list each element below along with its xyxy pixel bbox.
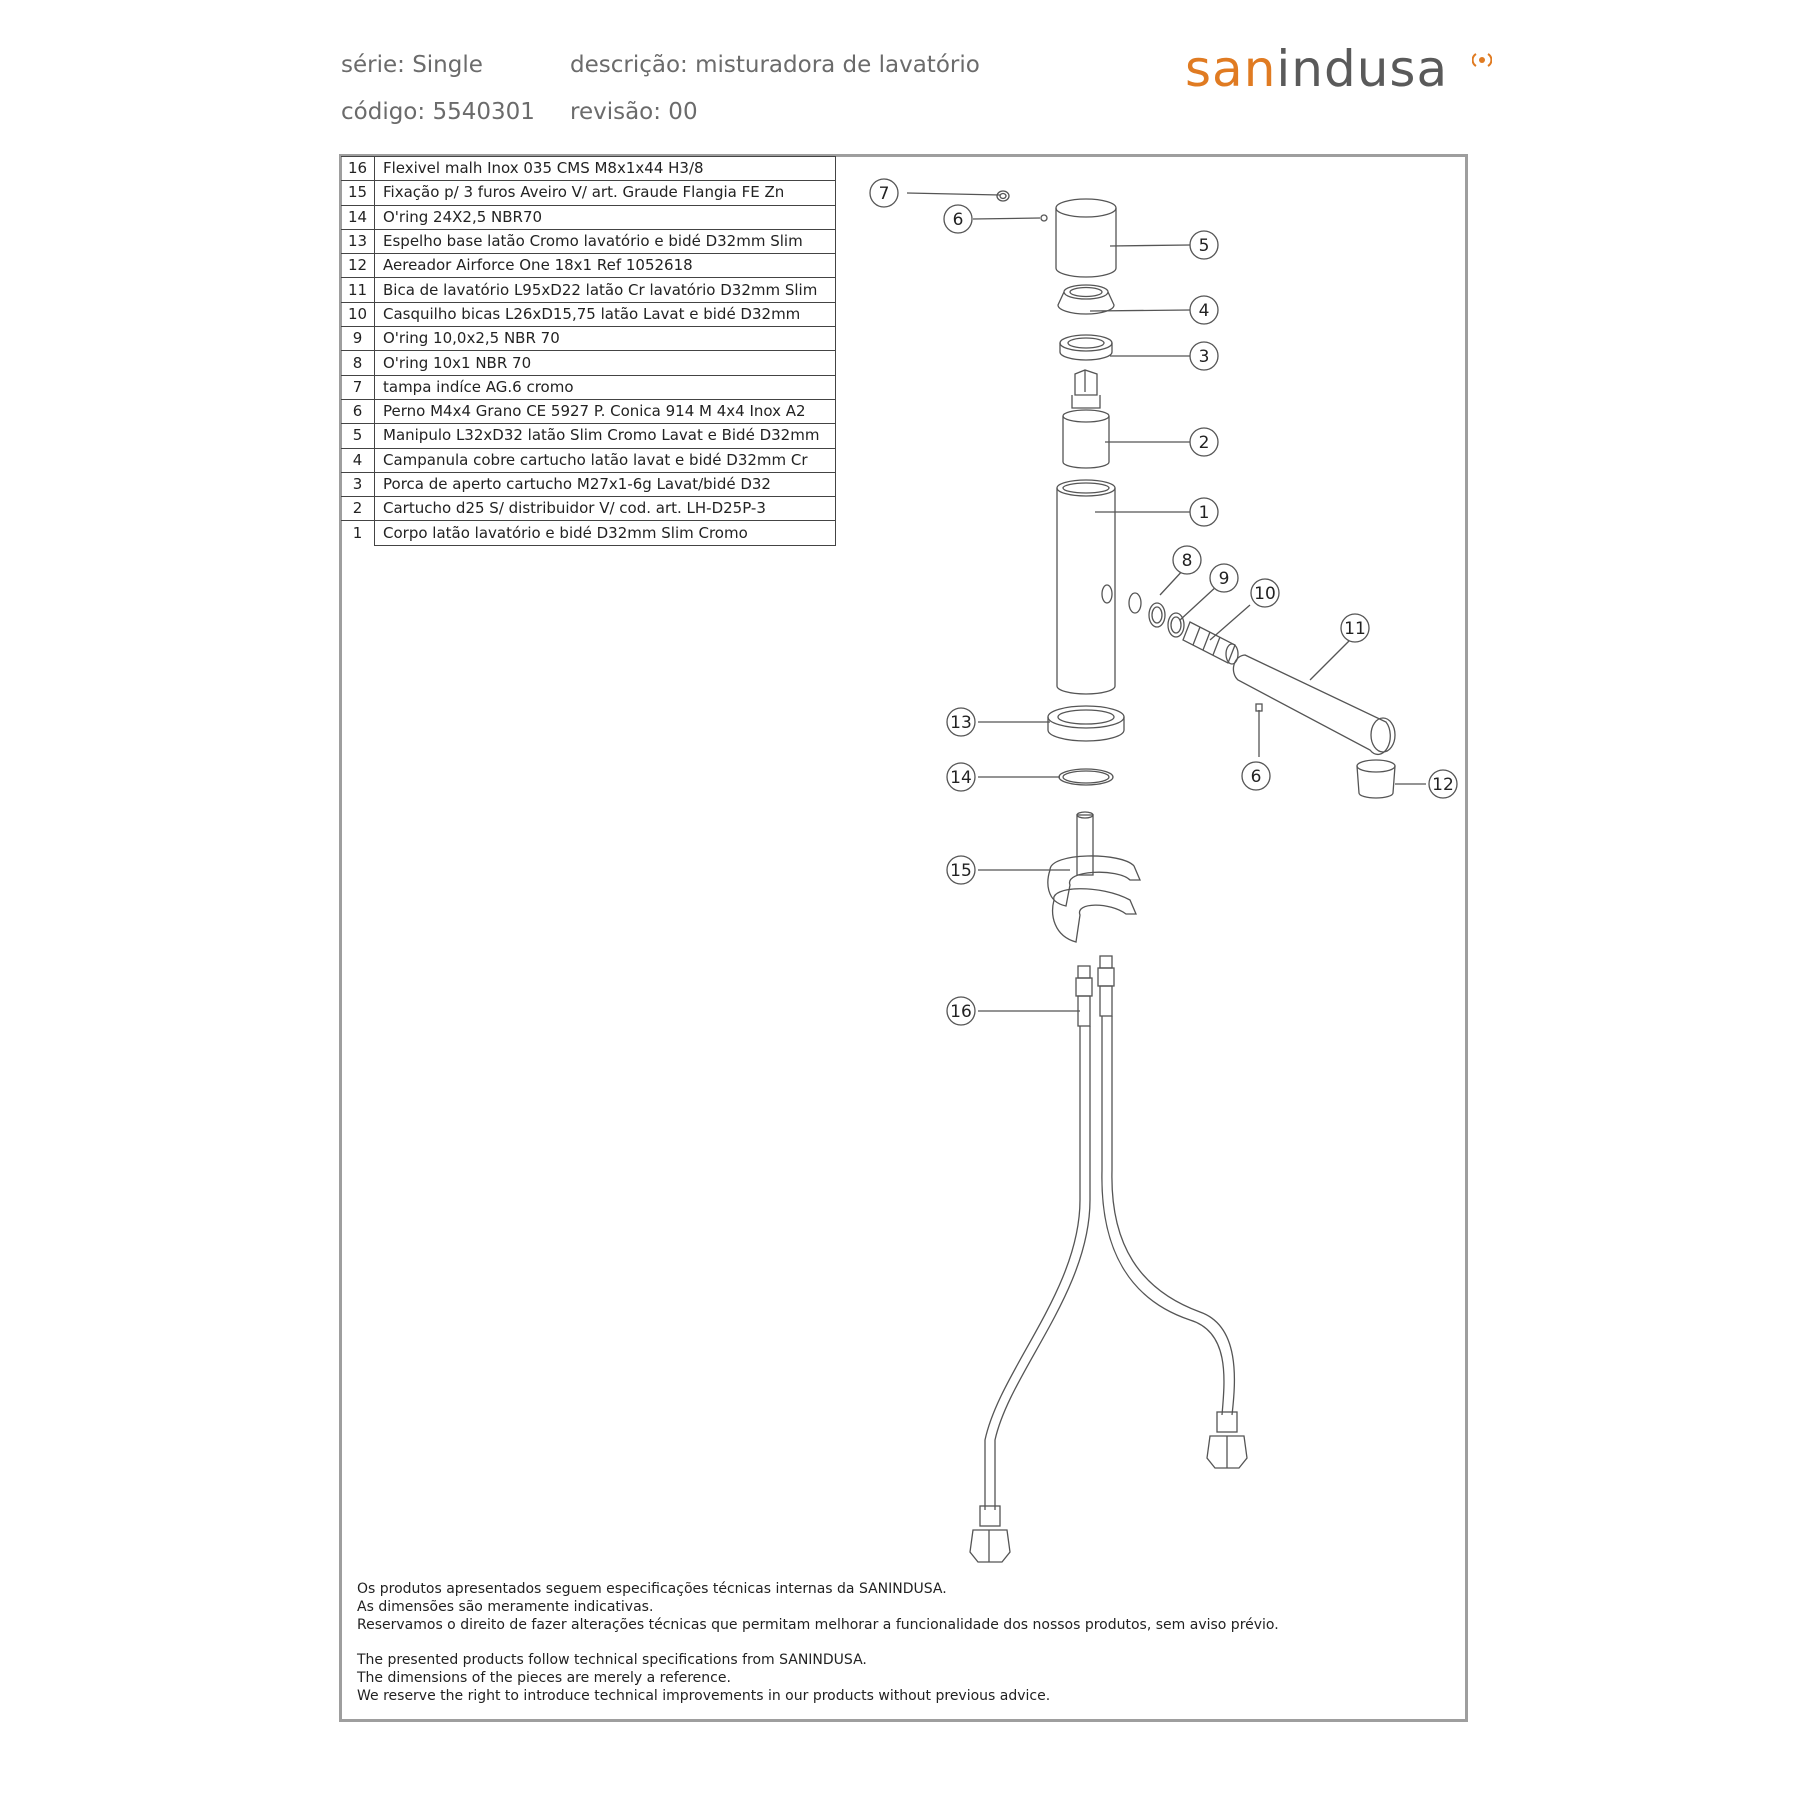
callout-1-label: 1 [1198, 503, 1210, 523]
callout-6-bottom-label: 6 [1250, 767, 1262, 787]
part-number: 6 [341, 399, 375, 423]
callout-2-label: 2 [1198, 433, 1210, 453]
part-description: Perno M4x4 Grano CE 5927 P. Conica 914 M 4x4 Inox A2 [375, 399, 836, 423]
part-number: 13 [341, 229, 375, 253]
part-description: Espelho base latão Cromo lavatório e bidé D32mm Slim [375, 229, 836, 253]
part-description: Cartucho d25 S/ distribuidor V/ cod. art. LH-D25P-3 [375, 497, 836, 521]
callout-4-label: 4 [1198, 301, 1210, 321]
part-description: tampa indíce AG.6 cromo [375, 375, 836, 399]
callout-12-label: 12 [1432, 775, 1454, 795]
callout-6-top-label: 6 [952, 210, 964, 230]
note-en-2: The dimensions of the pieces are merely a reference. [357, 1670, 731, 1686]
callout-10-label: 10 [1254, 584, 1276, 604]
part-description: Flexivel malh Inox 035 CMS M8x1x44 H3/8 [375, 157, 836, 181]
part-number: 15 [341, 181, 375, 205]
note-en-1: The presented products follow technical specifications from SANINDUSA. [357, 1652, 867, 1668]
part-description: O'ring 10,0x2,5 NBR 70 [375, 327, 836, 351]
part-number: 16 [341, 157, 375, 181]
part-number: 4 [341, 448, 375, 472]
part-number: 9 [341, 327, 375, 351]
part-description: Porca de aperto cartucho M27x1-6g Lavat/bidé D32 [375, 472, 836, 496]
part-number: 2 [341, 497, 375, 521]
callout-14-label: 14 [950, 768, 972, 788]
part-number: 3 [341, 472, 375, 496]
callout-7-label: 7 [878, 184, 890, 204]
revisao-label: revisão: 00 [570, 99, 698, 125]
part-number: 12 [341, 254, 375, 278]
part-description: Bica de lavatório L95xD22 latão Cr lavatório D32mm Slim [375, 278, 836, 302]
part-number: 1 [341, 521, 375, 545]
codigo-label: código: 5540301 [341, 99, 535, 125]
part-number: 14 [341, 205, 375, 229]
part-description: Manipulo L32xD32 latão Slim Cromo Lavat e Bidé D32mm [375, 424, 836, 448]
note-en-3: We reserve the right to introduce technical improvements in our products without previous advice. [357, 1688, 1051, 1704]
callout-8-label: 8 [1181, 551, 1193, 571]
part-description: Casquilho bicas L26xD15,75 latão Lavat e bidé D32mm [375, 302, 836, 326]
callout-3-label: 3 [1198, 347, 1210, 367]
callout-5-label: 5 [1198, 236, 1210, 256]
descricao-label: descrição: misturadora de lavatório [570, 52, 980, 78]
callout-9-label: 9 [1218, 569, 1230, 589]
part-number: 8 [341, 351, 375, 375]
part-description: O'ring 24X2,5 NBR70 [375, 205, 836, 229]
part-description: Fixação p/ 3 furos Aveiro V/ art. Graude Flangia FE Zn [375, 181, 836, 205]
note-pt-2: As dimensões são meramente indicativas. [357, 1599, 654, 1615]
part-description: Corpo latão lavatório e bidé D32mm Slim Cromo [375, 521, 836, 545]
callout-11-label: 11 [1344, 619, 1366, 639]
callout-13-label: 13 [950, 713, 972, 733]
logo-part-indusa: indusa [1276, 40, 1449, 98]
part-number: 5 [341, 424, 375, 448]
callout-16-label: 16 [950, 1002, 972, 1022]
part-description: Campanula cobre cartucho latão lavat e bidé D32mm Cr [375, 448, 836, 472]
callout-15-label: 15 [950, 861, 972, 881]
part-number: 7 [341, 375, 375, 399]
part-description: O'ring 10x1 NBR 70 [375, 351, 836, 375]
serie-label: série: Single [341, 52, 483, 78]
disclaimer-notes [357, 1580, 1279, 1705]
part-number: 10 [341, 302, 375, 326]
logo-part-san: san [1185, 40, 1277, 98]
note-pt-1: Os produtos apresentados seguem especificações técnicas internas da SANINDUSA. [357, 1581, 947, 1597]
note-pt-3: Reservamos o direito de fazer alterações técnicas que permitam melhorar a funcionalidade dos nossos produtos, sem aviso prévio. [357, 1617, 1279, 1633]
part-description: Aereador Airforce One 18x1 Ref 1052618 [375, 254, 836, 278]
part-number: 11 [341, 278, 375, 302]
